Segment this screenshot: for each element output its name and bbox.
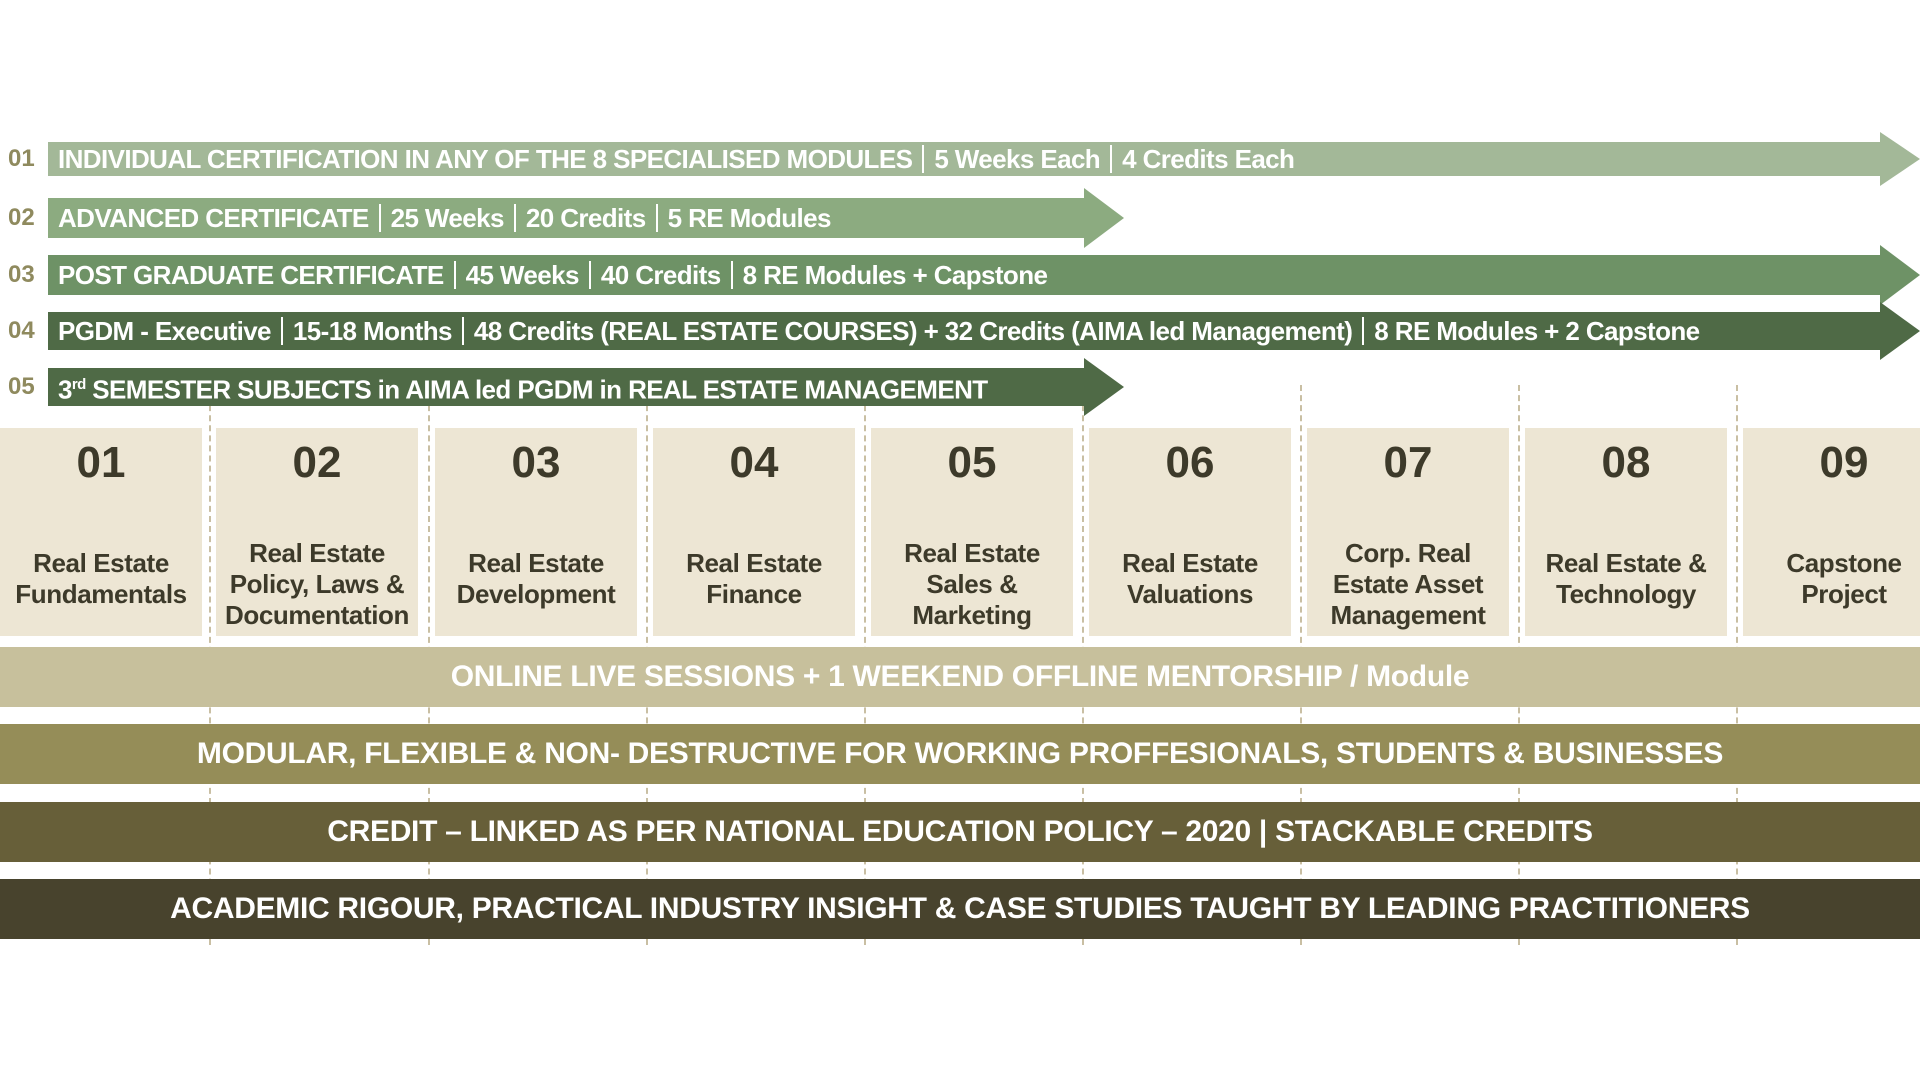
module-number: 03 <box>511 438 561 487</box>
track-label <box>48 261 1057 289</box>
module-title-line: Real Estate <box>904 538 1040 568</box>
module-title-line: Real Estate <box>468 548 604 578</box>
module-number: 07 <box>1383 438 1433 487</box>
module-title-line: Technology <box>1556 579 1696 609</box>
module-title-line: Capstone <box>1786 548 1902 578</box>
track-arrow-body <box>48 368 1084 406</box>
module-title-line: Corp. Real <box>1344 538 1472 568</box>
module-title <box>1743 548 1920 610</box>
track-segment: 8 RE Modules + Capstone <box>731 261 1058 289</box>
track-segment: 5 RE Modules <box>656 204 841 232</box>
module-number: 02 <box>292 438 342 487</box>
module-card[interactable] <box>1525 428 1727 636</box>
module-title-line: Real Estate <box>33 548 169 578</box>
module-title-line: Marketing <box>912 600 1032 630</box>
module-card[interactable] <box>216 428 418 636</box>
module-title <box>0 548 202 610</box>
module-number: 04 <box>729 438 779 487</box>
module-title-line: Real Estate <box>686 548 822 578</box>
module-number: 08 <box>1601 438 1651 487</box>
module-card[interactable] <box>871 428 1073 636</box>
track-arrow[interactable] <box>48 142 1920 176</box>
module-title <box>1525 548 1727 610</box>
module-title-line: Policy, Laws & <box>229 569 405 599</box>
track-arrow-body <box>48 312 1880 350</box>
track-segment: ADVANCED CERTIFICATE <box>58 203 369 233</box>
module-title-line: Valuations <box>1126 579 1254 609</box>
track-segment: POST GRADUATE CERTIFICATE <box>58 260 444 290</box>
track-text: SEMESTER SUBJECTS in AIMA led PGDM in REAL ESTATE MANAGEMENT <box>85 374 988 405</box>
track-arrow[interactable] <box>48 198 1124 238</box>
module-number: 09 <box>1819 438 1869 487</box>
module-title-line: Fundamentals <box>15 579 187 609</box>
track-label <box>48 145 1304 173</box>
module-title-line: Project <box>1801 579 1887 609</box>
track-label <box>48 317 1710 345</box>
track-segment: 8 RE Modules + 2 Capstone <box>1362 317 1709 345</box>
module-title-line: Development <box>456 579 616 609</box>
track-segment <box>58 371 998 404</box>
track-arrow[interactable] <box>48 312 1920 350</box>
module-title <box>1307 538 1509 631</box>
ordinal-suffix: rd <box>71 375 86 393</box>
track-segment: 5 Weeks Each <box>922 145 1110 173</box>
track-segment: INDIVIDUAL CERTIFICATION IN ANY OF THE 8 SPECIALISED MODULES <box>58 144 913 174</box>
module-card[interactable] <box>1307 428 1509 636</box>
arrow-head-icon <box>1084 188 1124 248</box>
track-number: 01 <box>8 145 35 172</box>
module-title-line: Real Estate & <box>1545 548 1707 578</box>
feature-band: ONLINE LIVE SESSIONS + 1 WEEKEND OFFLINE MENTORSHIP / Module <box>0 647 1920 707</box>
track-segment: 15-18 Months <box>281 317 462 345</box>
module-title-line: Real Estate <box>249 538 385 568</box>
module-number: 05 <box>947 438 997 487</box>
module-card[interactable] <box>1743 428 1920 636</box>
module-title <box>653 548 855 610</box>
track-segment: 20 Credits <box>514 204 656 232</box>
track-number: 05 <box>8 373 35 400</box>
feature-band: MODULAR, FLEXIBLE & NON- DESTRUCTIVE FOR WORKING PROFFESIONALS, STUDENTS & BUSINESSES <box>0 724 1920 784</box>
track-number: 02 <box>8 204 35 231</box>
track-label <box>48 371 998 404</box>
ordinal-number: 3 <box>58 374 72 405</box>
arrow-head-icon <box>1880 245 1920 305</box>
track-segment: 45 Weeks <box>454 261 589 289</box>
track-arrow[interactable] <box>48 368 1124 406</box>
track-segment: 4 Credits Each <box>1110 145 1304 173</box>
module-card[interactable] <box>653 428 855 636</box>
module-title <box>1089 548 1291 610</box>
module-title-line: Sales & <box>926 569 1018 599</box>
track-segment: PGDM - Executive <box>58 316 271 346</box>
module-title-line: Documentation <box>224 600 410 630</box>
feature-band: CREDIT – LINKED AS PER NATIONAL EDUCATION POLICY – 2020 | STACKABLE CREDITS <box>0 802 1920 862</box>
module-number: 06 <box>1165 438 1215 487</box>
arrow-head-icon <box>1880 132 1920 186</box>
module-title-line: Estate Asset <box>1332 569 1484 599</box>
track-number: 04 <box>8 317 35 344</box>
track-segment: 40 Credits <box>589 261 731 289</box>
feature-band: ACADEMIC RIGOUR, PRACTICAL INDUSTRY INSIGHT & CASE STUDIES TAUGHT BY LEADING PRACTITIONERS <box>0 879 1920 939</box>
track-arrow-body <box>48 142 1880 176</box>
module-title <box>216 538 418 631</box>
track-segment: 48 Credits (REAL ESTATE COURSES) + 32 Credits (AIMA led Management) <box>462 317 1362 345</box>
module-number: 01 <box>76 438 126 487</box>
track-number: 03 <box>8 261 35 288</box>
track-arrow[interactable] <box>48 255 1920 295</box>
module-title <box>435 548 637 610</box>
module-card[interactable] <box>435 428 637 636</box>
module-card[interactable] <box>1089 428 1291 636</box>
arrow-head-icon <box>1880 302 1920 360</box>
track-label <box>48 204 841 232</box>
module-title-line: Management <box>1330 600 1486 630</box>
track-arrow-body <box>48 255 1880 295</box>
arrow-head-icon <box>1084 358 1124 416</box>
track-arrow-body <box>48 198 1084 238</box>
track-segment: 25 Weeks <box>379 204 514 232</box>
module-title-line: Real Estate <box>1122 548 1258 578</box>
module-title <box>871 538 1073 631</box>
module-card[interactable] <box>0 428 202 636</box>
module-title-line: Finance <box>706 579 802 609</box>
